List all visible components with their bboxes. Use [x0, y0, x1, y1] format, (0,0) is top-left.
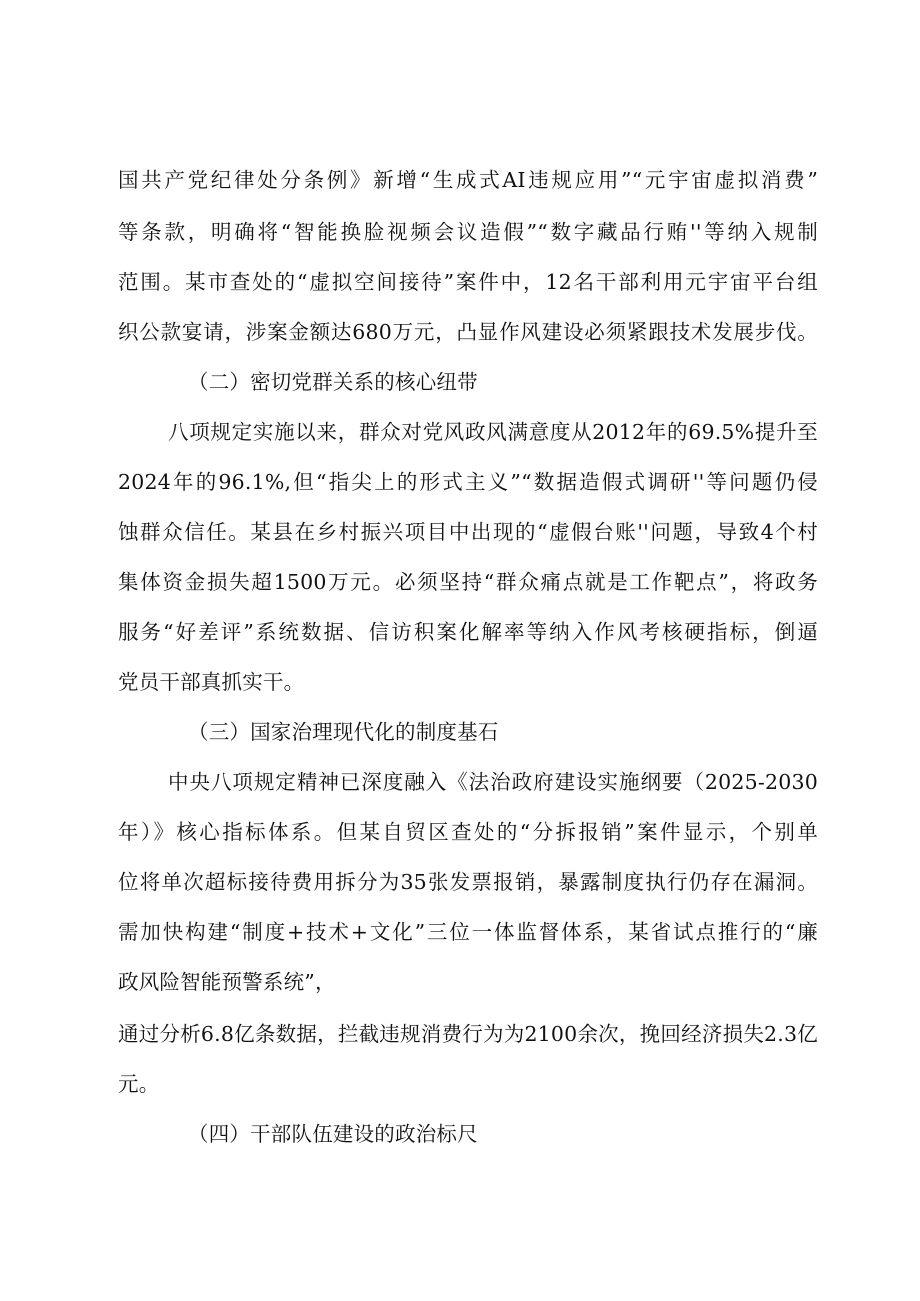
paragraph-line: 年）》核心指标体系。但某自贸区查处的“分拆报销”案件显示，个别单 [118, 820, 818, 844]
paragraph-line: 元。 [118, 1072, 160, 1096]
paragraph-line: 等条款，明确将“智能换脸视频会议造假”“数字藏品行贿''等纳入规制 [118, 220, 818, 244]
paragraph-line: 织公款宴请，涉案金额达680万元，凸显作风建设必须紧跟技术发展步伐。 [118, 320, 818, 344]
paragraph-line: 国共产党纪律处分条例》新增“生成式AI违规应用”“元宇宙虚拟消费” [118, 168, 818, 192]
paragraph-line: 2024年的96.1%,但“指尖上的形式主义”“数据造假式调研''等问题仍侵 [118, 470, 818, 494]
paragraph-line: 政风险智能预警系统”， [118, 970, 336, 994]
section-heading: （二）密切党群关系的核心纽带 [188, 370, 478, 394]
paragraph-line: 中央八项规定精神已深度融入《法治政府建设实施纲要（2025-2030 [168, 770, 818, 794]
section-heading: （四）干部队伍建设的政治标尺 [188, 1122, 478, 1146]
section-heading: （三）国家治理现代化的制度基石 [188, 720, 499, 744]
paragraph-line: 需加快构建“制度+技术+文化”三位一体监督体系，某省试点推行的“廉 [118, 920, 818, 944]
paragraph-line: 蚀群众信任。某县在乡村振兴项目中出现的“虚假台账''问题，导致4个村 [118, 520, 818, 544]
paragraph-line: 党员干部真抓实干。 [118, 670, 305, 694]
paragraph-line: 通过分析6.8亿条数据，拦截违规消费行为为2100余次，挽回经济损失2.3亿 [118, 1022, 818, 1046]
paragraph-line: 范围。某市查处的“虚拟空间接待”案件中，12名干部利用元宇宙平台组 [118, 270, 818, 294]
paragraph-line: 八项规定实施以来，群众对党风政风满意度从2012年的69.5%提升至 [168, 420, 818, 444]
paragraph-line: 集体资金损失超1500万元。必须坚持“群众痛点就是工作靶点”，将政务 [118, 570, 818, 594]
paragraph-line: 位将单次超标接待费用拆分为35张发票报销，暴露制度执行仍存在漏洞。 [118, 870, 818, 894]
paragraph-line: 服务“好差评”系统数据、信访积案化解率等纳入作风考核硬指标，倒逼 [118, 620, 818, 644]
